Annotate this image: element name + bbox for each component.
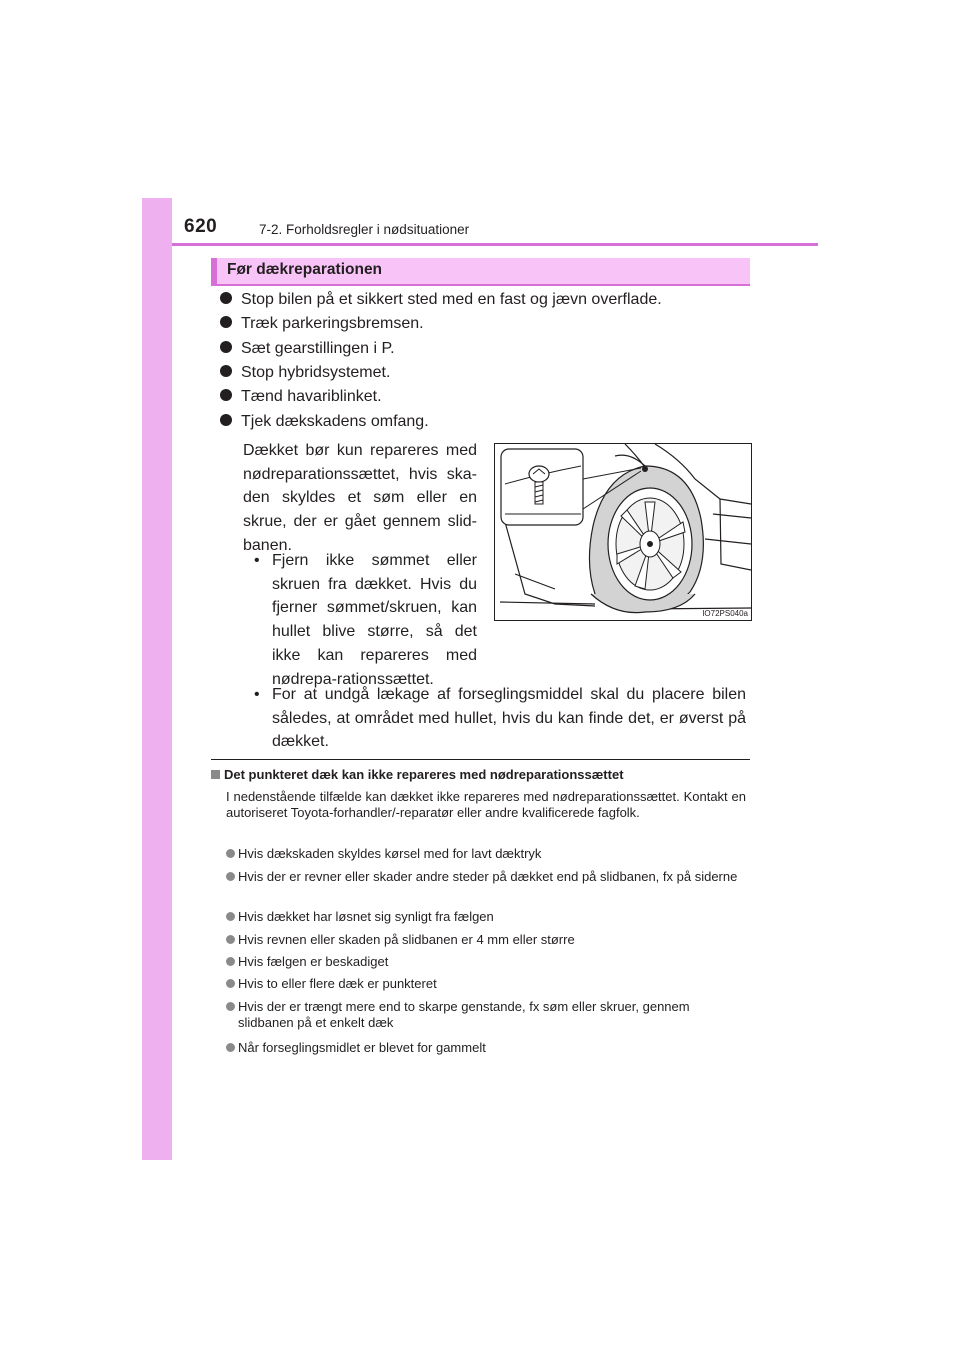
bullet-icon [226, 935, 235, 944]
square-bullet-icon [211, 770, 220, 779]
side-strip [142, 198, 172, 1160]
note-title: Det punkteret dæk kan ikke repareres med nødreparationssættet [211, 767, 624, 782]
sub-item: • Fjern ikke sømmet eller skruen fra dækket. Hvis du fjerner sømmet/skruen, kan hullet blive større, så det ikke kan repareres med nødrepa-rationssættet. [254, 549, 477, 691]
step-item: Stop hybridsystemet. [220, 363, 390, 383]
bullet-icon [226, 1002, 235, 1011]
step-item: Tænd havariblinket. [220, 387, 382, 407]
section-title: Før dækreparationen [227, 261, 383, 278]
note-item: Hvis fælgen er beskadiget [226, 954, 748, 970]
section-accent [211, 258, 217, 284]
flat-tire-figure [494, 443, 752, 621]
bullet-icon [226, 957, 235, 966]
note-item: Hvis der er trængt mere end to skarpe genstande, fx søm eller skruer, gennem slidbanen på et enkelt dæk [226, 999, 748, 1031]
sub-bullet: • [254, 686, 260, 703]
bullet-icon [226, 849, 235, 858]
step-item: Sæt gearstillingen i P. [220, 339, 395, 359]
bullet-icon [220, 292, 232, 304]
note-item: Hvis revnen eller skaden på slidbanen er 4 mm eller større [226, 932, 748, 948]
bullet-icon [226, 912, 235, 921]
bullet-icon [220, 389, 232, 401]
sub-item: • For at undgå lækage af forseglingsmiddel skal du placere bilen således, at området med hullet, hvis du kan finde det, er øverst på dækket. [254, 683, 746, 754]
section-heading [211, 258, 750, 286]
section-divider [211, 759, 750, 760]
note-item: Hvis to eller flere dæk er punkteret [226, 976, 748, 992]
step-item: Tjek dækskadens omfang. [220, 412, 429, 432]
damage-intro: Dækket bør kun repareres med nødreparationssættet, hvis ska-den skyldes et søm eller en skrue, der er gået gennem slid-banen. [243, 442, 477, 554]
step-item: Træk parkeringsbremsen. [220, 314, 424, 334]
note-item: Hvis dækskaden skyldes kørsel med for lavt dæktryk [226, 846, 748, 862]
chapter-title: 7-2. Forholdsregler i nødsituationer [259, 222, 470, 237]
bullet-icon [220, 414, 232, 426]
note-item: Hvis dækket har løsnet sig synligt fra fælgen [226, 909, 748, 925]
bullet-icon [220, 316, 232, 328]
bullet-icon [220, 341, 232, 353]
step-item: Stop bilen på et sikkert sted med en fast og jævn overflade. [220, 290, 662, 310]
note-item: Når forseglingsmidlet er blevet for gammelt [226, 1040, 748, 1056]
sub-bullet: • [254, 552, 260, 569]
bullet-icon [226, 979, 235, 988]
flat-tire-illustration [495, 444, 751, 620]
note-body: I nedenstående tilfælde kan dækket ikke repareres med nødreparationssættet. Kontakt en autoriseret Toyota-forhandler/-reparatør eller andre kvalificerede fagfolk. [226, 789, 746, 820]
page-number: 620 [184, 216, 218, 237]
note-item: Hvis der er revner eller skader andre steder på dækket end på slidbanen, fx på siderne [226, 869, 748, 885]
bullet-icon [220, 365, 232, 377]
bullet-icon [226, 1043, 235, 1052]
header-rule [172, 243, 818, 246]
figure-code: IO72PS040a [702, 609, 748, 618]
bullet-icon [226, 872, 235, 881]
